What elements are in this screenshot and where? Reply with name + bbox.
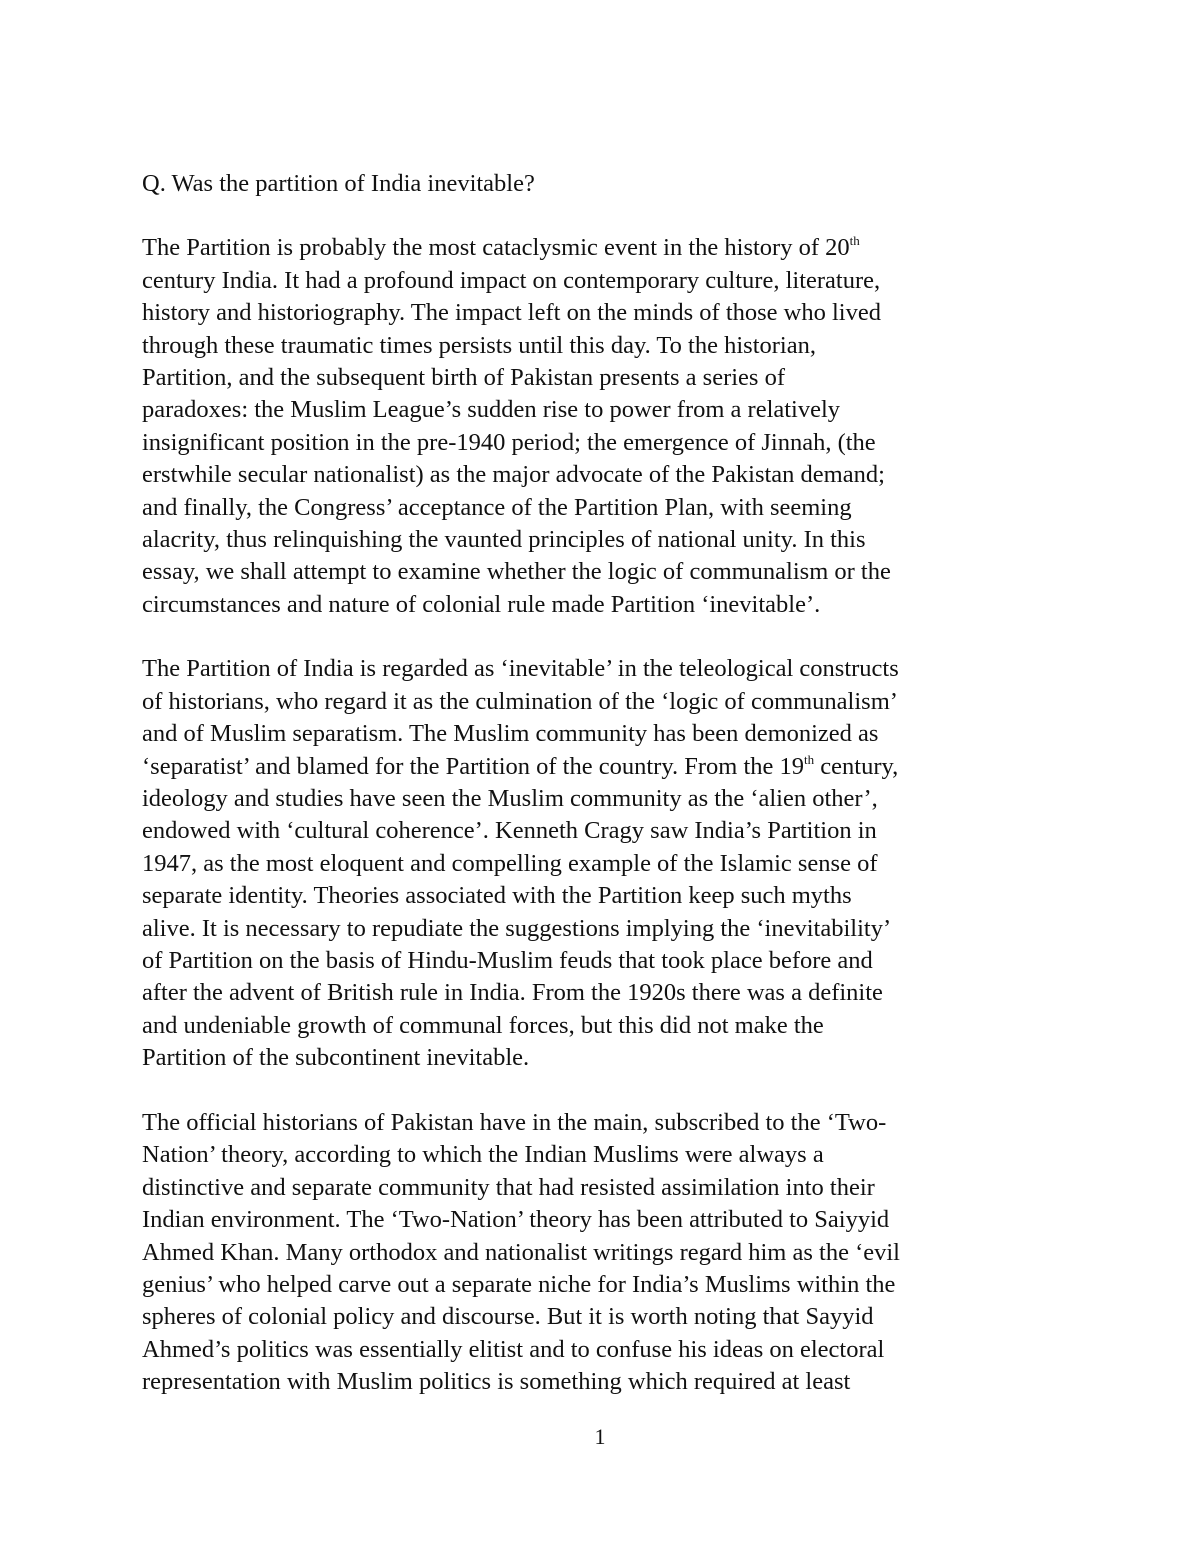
paragraph	[142, 232, 1050, 621]
superscript: th	[849, 233, 860, 249]
line-text: The official historians of Pakistan have in the main, subscribed to the ‘Two-	[142, 1108, 887, 1136]
text-line	[142, 686, 1050, 718]
text-line	[142, 1172, 1050, 1204]
text-line	[142, 1010, 1050, 1042]
text-line	[142, 913, 1050, 945]
line-text: of Partition on the basis of Hindu-Muslim feuds that took place before and	[142, 947, 873, 974]
line-text: The Partition of India is regarded as ‘inevitable’ in the teleological constructs	[142, 655, 899, 683]
text-line	[142, 297, 1050, 329]
text-line	[142, 1366, 1050, 1398]
line-text: insignificant position in the pre-1940 period; the emergence of Jinnah, (the	[142, 428, 876, 456]
text-line	[142, 1139, 1050, 1171]
line-text: after the advent of British rule in India. From the 1920s there was a definite	[142, 979, 883, 1007]
text-line	[142, 1204, 1050, 1236]
text-line	[142, 459, 1050, 491]
text-line	[142, 524, 1050, 556]
text-line	[142, 945, 1050, 977]
text-line	[142, 556, 1050, 588]
text-line	[142, 1334, 1050, 1366]
line-text: paradoxes: the Muslim League’s sudden rise to power from a relatively	[142, 396, 841, 424]
line-text: erstwhile secular nationalist) as the major advocate of the Pakistan demand;	[142, 461, 885, 489]
line-text: ‘separatist’ and blamed for the Partition of the country. From the 19	[142, 752, 805, 780]
line-text: Partition, and the subsequent birth of Pakistan presents a series of	[142, 363, 785, 391]
line-text: century India. It had a profound impact on contemporary culture, literature,	[142, 266, 881, 294]
line-text: Indian environment. The ‘Two-Nation’ theory has been attributed to Saiyyid	[142, 1206, 890, 1234]
text-line	[142, 977, 1050, 1009]
text-line	[142, 653, 1050, 685]
text-line	[142, 848, 1050, 880]
paragraph	[142, 653, 1050, 1074]
text-line	[142, 1042, 1050, 1074]
line-text: The Partition is probably the most cataclysmic event in the history of 20	[142, 234, 850, 262]
text-line	[142, 880, 1050, 912]
line-text: representation with Muslim politics is something which required at least	[142, 1368, 851, 1396]
line-text: ideology and studies have seen the Muslim community as the ‘alien other’,	[142, 785, 878, 813]
line-text: spheres of colonial policy and discourse. But it is worth noting that Sayyid	[142, 1303, 874, 1331]
text-line	[142, 718, 1050, 750]
line-text: 1947, as the most eloquent and compelling example of the Islamic sense of	[142, 849, 878, 877]
line-text: circumstances and nature of colonial rule made Partition ‘inevitable’.	[142, 590, 821, 618]
line-text: distinctive and separate community that had resisted assimilation into their	[142, 1173, 875, 1201]
document-page	[142, 168, 1050, 1431]
text-line	[142, 1301, 1050, 1333]
text-line	[142, 492, 1050, 524]
text-line	[142, 265, 1050, 297]
line-text: Partition of the subcontinent inevitable.	[142, 1044, 530, 1072]
line-text: history and historiography. The impact left on the minds of those who lived	[142, 299, 881, 327]
line-text: and of Muslim separatism. The Muslim community has been demonized as	[142, 720, 879, 748]
line-text: separate identity. Theories associated with the Partition keep such myths	[142, 882, 852, 910]
line-text: essay, we shall attempt to examine whether the logic of communalism or the	[142, 558, 891, 586]
essay-body	[142, 232, 1050, 1398]
page-number: 1	[594, 1424, 606, 1449]
superscript: th	[804, 751, 815, 767]
line-text: through these traumatic times persists until this day. To the historian,	[142, 331, 816, 359]
text-line	[142, 330, 1050, 362]
line-text: century,	[814, 752, 899, 780]
question-heading: Q. Was the partition of India inevitable?	[142, 170, 535, 197]
text-line	[142, 362, 1050, 394]
line-text: endowed with ‘cultural coherence’. Kenneth Cragy saw India’s Partition in	[142, 817, 877, 845]
line-text: of historians, who regard it as the culmination of the ‘logic of communalism’	[142, 687, 898, 715]
line-text: and undeniable growth of communal forces, but this did not make the	[142, 1011, 824, 1039]
text-line	[142, 751, 1050, 783]
text-line	[142, 1237, 1050, 1269]
text-line	[142, 783, 1050, 815]
text-line	[142, 1269, 1050, 1301]
paragraph	[142, 1107, 1050, 1399]
text-line	[142, 1107, 1050, 1139]
text-line	[142, 394, 1050, 426]
line-text: genius’ who helped carve out a separate niche for India’s Muslims within the	[142, 1270, 896, 1298]
line-text: alive. It is necessary to repudiate the suggestions implying the ‘inevitability’	[142, 914, 892, 942]
text-line	[142, 427, 1050, 459]
line-text: and finally, the Congress’ acceptance of the Partition Plan, with seeming	[142, 493, 852, 521]
line-text: Ahmed’s politics was essentially elitist and to confuse his ideas on electoral	[142, 1335, 885, 1363]
line-text: alacrity, thus relinquishing the vaunted principles of national unity. In this	[142, 525, 866, 553]
text-line	[142, 589, 1050, 621]
text-line	[142, 815, 1050, 847]
line-text: Nation’ theory, according to which the Indian Muslims were always a	[142, 1141, 824, 1169]
line-text: Ahmed Khan. Many orthodox and nationalist writings regard him as the ‘evil	[142, 1238, 900, 1266]
text-line	[142, 232, 1050, 264]
